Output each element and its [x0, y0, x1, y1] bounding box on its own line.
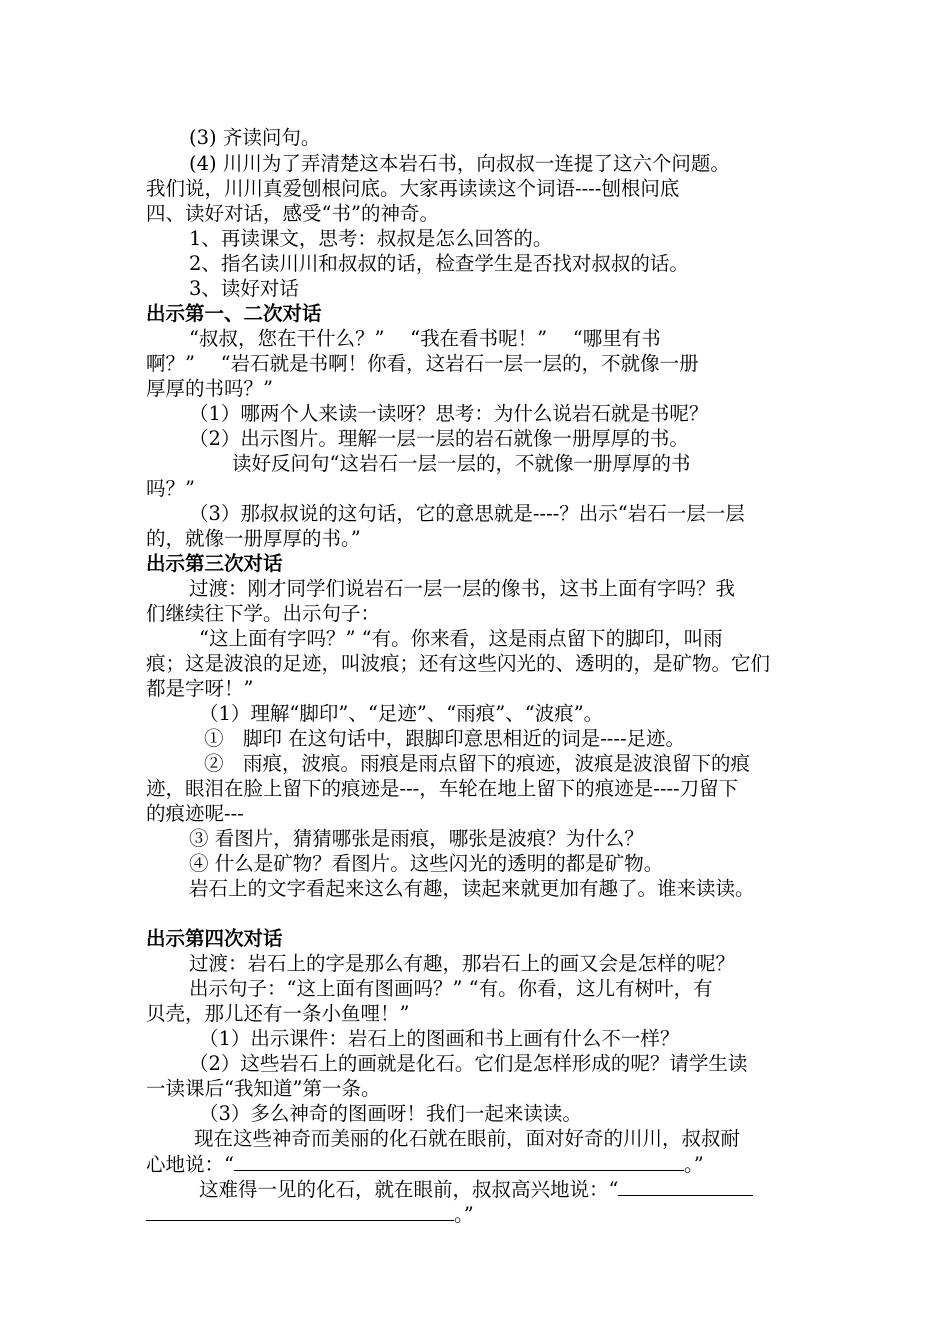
text-line: ① 脚印 在这句话中，跟脚印意思相近的词是----足迹。 [204, 727, 686, 750]
text-line: (4) 川川为了弄清楚这本岩石书，向叔叔一连提了这六个问题。 [189, 152, 730, 175]
fill-in-blank-line [146, 1152, 704, 1176]
text-line: 一读课后“我知道”第一条。 [146, 1077, 381, 1100]
text-line: （2）这些岩石上的画就是化石。它们是怎样形成的呢？请学生读 [189, 1052, 748, 1075]
text-line: 过渡：刚才同学们说岩石一层一层的像书，这书上面有字吗？我 [189, 577, 736, 600]
bold-heading: 出示第四次对话 [146, 927, 283, 950]
fill-in-blank-line [199, 1177, 753, 1201]
text-line: 痕；这是波浪的足迹，叫波痕；还有这些闪光的、透明的，是矿物。它们 [146, 652, 771, 675]
text-line: ④ 什么是矿物？看图片。这些闪光的透明的都是矿物。 [189, 852, 664, 875]
text-line: 的，就像一册厚厚的书。” [146, 527, 361, 550]
bold-heading: 出示第一、二次对话 [146, 302, 322, 325]
answer-blank [234, 1152, 684, 1171]
text-line: （2）出示图片。理解一层一层的岩石就像一册厚厚的书。 [189, 427, 689, 450]
text-segment: 心地说：“ [146, 1153, 234, 1176]
text-segment: 这难得一见的化石，就在眼前，叔叔高兴地说：“ [199, 1178, 619, 1201]
text-line: (3) 齐读问句。 [189, 126, 321, 149]
section-heading: 四、读好对话，感受“书”的神奇。 [146, 202, 439, 225]
text-line: 读好反问句“这岩石一层一层的，不就像一册厚厚的书 [232, 452, 691, 475]
text-line: 2、指名读川川和叔叔的话，检查学生是否找对叔叔的话。 [189, 252, 689, 275]
text-line: “叔叔，您在干什么？” “我在看书呢！” “哪里有书 [189, 327, 661, 350]
text-line: “这上面有字吗？” “有。你来看，这是雨点留下的脚印，叫雨 [199, 627, 723, 650]
text-line: 过渡：岩石上的字是那么有趣，那岩石上的画又会是怎样的呢？ [189, 952, 736, 975]
text-line: 们继续往下学。出示句子： [146, 602, 381, 625]
text-segment: 。” [683, 1153, 704, 1176]
text-line: （1）理解“脚印”、“足迹”、“雨痕”、“波痕”。 [199, 702, 604, 725]
text-line: 都是字呀！” [146, 677, 254, 700]
text-line: 出示句子：“这上面有图画吗？” “有。你看，这儿有树叶，有 [189, 977, 713, 1000]
text-line: （1）哪两个人来读一读呀？思考：为什么说岩石就是书呢？ [189, 402, 709, 425]
text-line: 岩石上的文字看起来这么有趣，读起来就更加有趣了。谁来读读。 [189, 877, 755, 900]
text-line: 我们说，川川真爱刨根问底。大家再读读这个词语----刨根问底 [146, 177, 680, 200]
text-line: 吗？” [146, 477, 195, 500]
answer-blank [146, 1202, 454, 1221]
text-line: 贝壳，那儿还有一条小鱼哩！” [146, 1002, 410, 1025]
answer-blank [618, 1177, 753, 1196]
text-line: （3）多么神奇的图画呀！我们一起来读读。 [199, 1102, 582, 1125]
text-line: （3）那叔叔说的这句话，它的意思就是----？出示“岩石一层一层 [189, 502, 745, 525]
text-line: 的痕迹呢--- [146, 802, 244, 825]
text-line: 1、再读课文，思考：叔叔是怎么回答的。 [189, 227, 553, 250]
text-line: 现在这些神奇而美丽的化石就在眼前，面对好奇的川川，叔叔耐 [194, 1127, 741, 1150]
text-line: 迹，眼泪在脸上留下的痕迹是---，车轮在地上留下的痕迹是----刀留下 [146, 777, 739, 800]
text-line: ③ 看图片，猜猜哪张是雨痕，哪张是波痕？为什么？ [189, 827, 644, 850]
fill-in-blank-line [146, 1202, 474, 1226]
bold-heading: 出示第三次对话 [146, 552, 283, 575]
text-line: （1）出示课件：岩石上的图画和书上画有什么不一样？ [199, 1027, 680, 1050]
text-segment: 。” [454, 1203, 474, 1226]
text-line: ② 雨痕，波痕。雨痕是雨点留下的痕迹，波痕是波浪留下的痕 [204, 752, 751, 775]
text-line: 3、读好对话 [189, 277, 299, 300]
text-line: 啊？” “岩石就是书啊！你看，这岩石一层一层的，不就像一册 [146, 352, 699, 375]
text-line: 厚厚的书吗？” [146, 377, 273, 400]
